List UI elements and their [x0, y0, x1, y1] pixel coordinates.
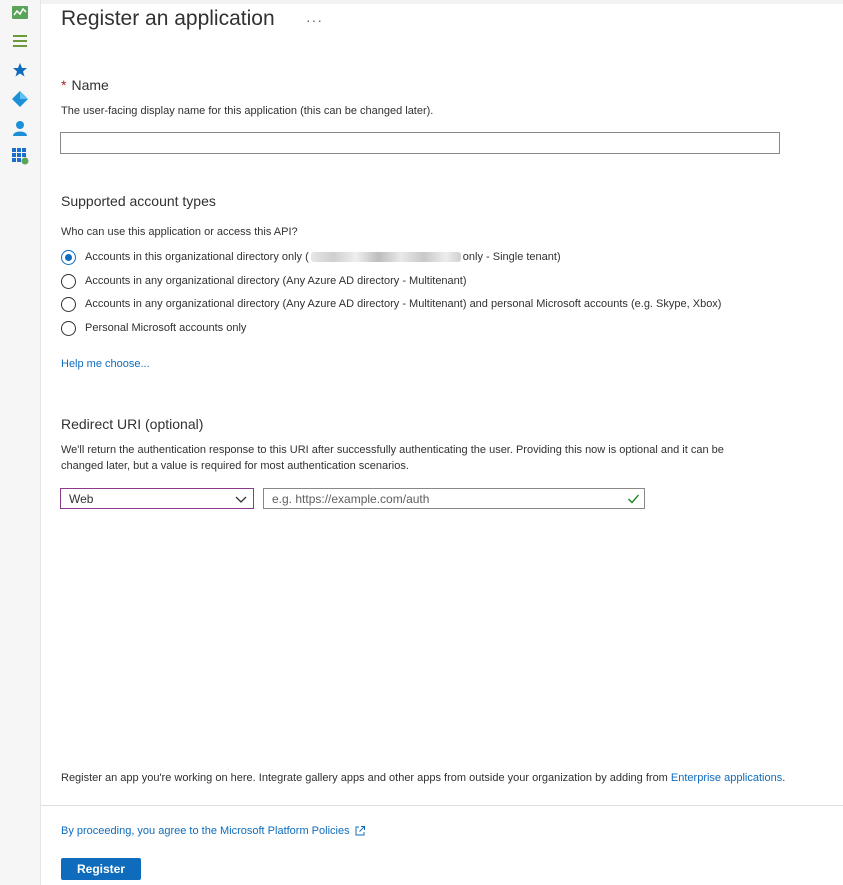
required-marker: * [61, 77, 67, 93]
apps-icon[interactable] [11, 147, 29, 165]
left-icon-rail [0, 0, 41, 885]
radio-button[interactable] [61, 297, 76, 312]
chart-icon[interactable] [11, 4, 29, 22]
option-label-suffix: only - Single tenant) [462, 251, 561, 263]
account-option-single-tenant[interactable] [61, 248, 561, 266]
checkmark-icon [627, 492, 640, 505]
redirect-uri-input[interactable] [263, 488, 645, 509]
enterprise-applications-link[interactable]: Enterprise applications [670, 772, 783, 784]
option-label-prefix: Accounts in this organizational directory only ( [85, 251, 309, 263]
platform-select[interactable] [60, 488, 254, 509]
radio-button[interactable] [61, 321, 76, 336]
name-section-title [61, 77, 109, 93]
footer-text: Register an app you're working on here. Integrate gallery apps and other apps from outside your organization by adding from [61, 772, 671, 784]
footer-description [61, 772, 785, 784]
redacted-tenant-name [311, 252, 461, 262]
user-icon[interactable] [11, 119, 29, 137]
footer-period: . [782, 772, 786, 784]
register-button[interactable]: Register [61, 858, 141, 880]
radio-label: Accounts in any organizational directory (Any Azure AD directory - Multitenant) and personal Microsoft accounts (e.g. Skype, Xbox) [85, 298, 722, 310]
redirect-uri-title: Redirect URI (optional) [61, 416, 204, 432]
account-option-multitenant-personal[interactable] [61, 295, 721, 313]
more-options-icon[interactable]: ··· [306, 12, 323, 28]
radio-label [85, 251, 561, 263]
radio-button-selected[interactable] [61, 250, 76, 265]
account-types-question: Who can use this application or access this API? [61, 226, 298, 238]
radio-button[interactable] [61, 274, 76, 289]
platform-select-value: Web [69, 492, 94, 506]
policy-link-text[interactable]: By proceeding, you agree to the Microsoft Platform Policies [61, 825, 350, 837]
page-title: Register an application [61, 7, 275, 30]
name-label: Name [71, 77, 109, 93]
top-strip [41, 0, 843, 4]
list-icon[interactable] [11, 32, 29, 50]
account-option-personal-only[interactable] [61, 319, 246, 337]
redirect-description-line2: changed later, but a value is required for most authentication scenarios. [61, 460, 409, 472]
chevron-down-icon [235, 493, 247, 505]
name-description: The user-facing display name for this application (this can be changed later). [61, 105, 434, 117]
help-me-choose-link[interactable]: Help me choose... [61, 358, 150, 370]
account-option-multitenant[interactable] [61, 272, 467, 290]
name-input[interactable] [60, 132, 780, 154]
diamond-icon[interactable] [11, 90, 29, 108]
platform-policies-link[interactable] [61, 825, 366, 837]
star-icon[interactable] [11, 61, 29, 79]
redirect-description-line1: We'll return the authentication response to this URI after successfully authenticating the user. Providing this now is optional and it can be [61, 444, 724, 456]
radio-label: Personal Microsoft accounts only [85, 322, 247, 334]
external-link-icon [354, 825, 366, 837]
account-types-title: Supported account types [61, 193, 216, 209]
radio-label: Accounts in any organizational directory (Any Azure AD directory - Multitenant) [85, 275, 467, 287]
footer-divider [41, 805, 843, 806]
